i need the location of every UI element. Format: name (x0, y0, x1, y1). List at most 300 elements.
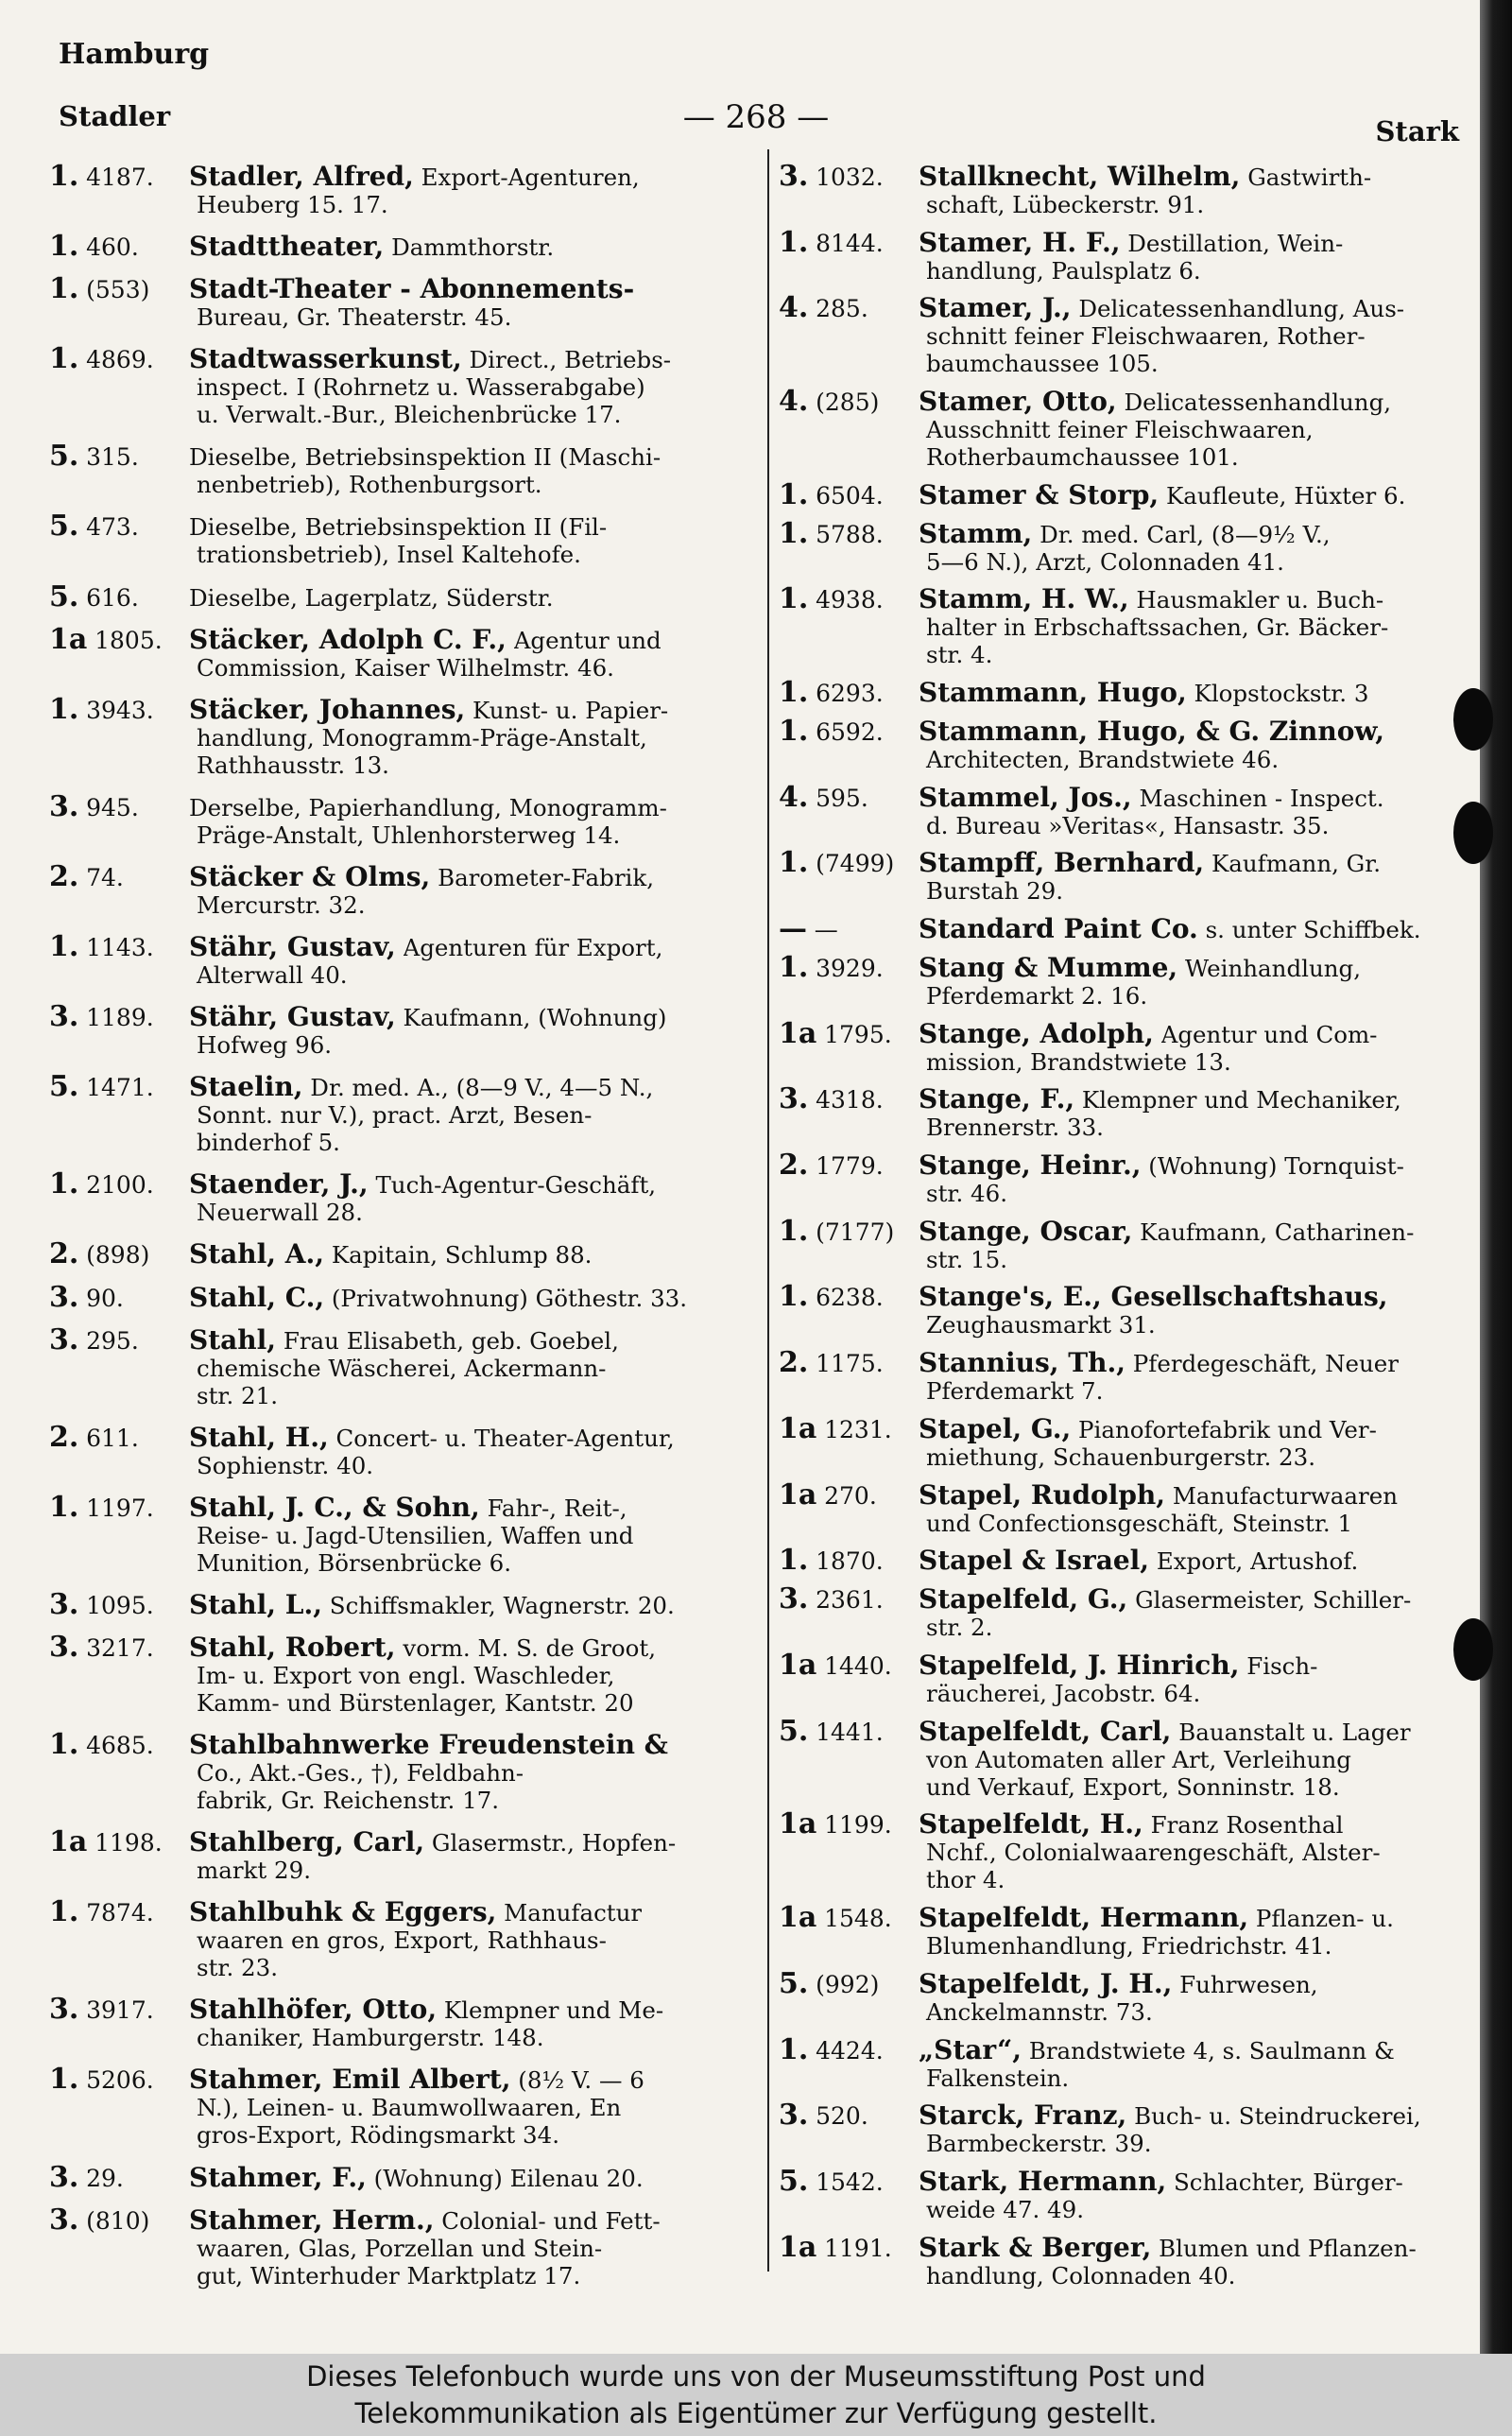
directory-entry (49, 2160, 739, 2194)
entry-detail: Delicatessenhandlung, Aus- (1078, 295, 1405, 323)
entry-number (779, 582, 919, 616)
subscriber-name: Stamm, H. W., (919, 583, 1129, 615)
phone-number: 6504. (816, 481, 884, 510)
entry-continuation: Falkenstein. (926, 2064, 1070, 2092)
entry-number (49, 1420, 189, 1454)
directory-entry (779, 2230, 1457, 2289)
entry-first-line (49, 1420, 739, 1454)
directory-entry (779, 2165, 1457, 2224)
directory-entry (779, 846, 1457, 906)
entry-detail: Dammthorstr. (391, 233, 555, 262)
exchange-number: — (779, 912, 807, 946)
phone-number: 1542. (816, 2168, 884, 2197)
header-page-number: — 268 — (682, 98, 830, 136)
entry-continuation: halter in Erbschaftssachen, Gr. Bäcker- (926, 613, 1389, 642)
entry-detail: Dieselbe, Betriebsinspektion II (Maschi- (189, 443, 662, 472)
entry-continuation: weide 47. 49. (926, 2196, 1084, 2224)
subscriber-name: Stahl, Robert, (189, 1631, 396, 1663)
entry-continuation: schaft, Lübeckerstr. 91. (926, 191, 1205, 218)
entry-number (779, 676, 919, 710)
entry-detail: Export-Agenturen, (421, 164, 640, 191)
phone-number: 2361. (816, 1586, 884, 1615)
entry-number (49, 1728, 189, 1762)
phone-number: 1231. (824, 1415, 892, 1443)
entry-number (779, 1214, 919, 1248)
exchange-number: 1. (49, 160, 79, 193)
header-left-guide-word: Stadler (59, 100, 171, 132)
exchange-number: 1a (779, 1901, 817, 1935)
phone-number: 1032. (816, 164, 884, 191)
entry-first-line (49, 930, 739, 964)
entry-detail: Dieselbe, Betriebsinspektion II (Fil- (189, 513, 608, 542)
entry-number (49, 692, 189, 726)
exchange-number: 3. (49, 2203, 79, 2237)
entry-detail: vorm. M. S. de Groot, (403, 1633, 657, 1662)
phone-number: 2100. (86, 1171, 154, 1200)
entry-detail: Kaufmann, Gr. (1211, 850, 1382, 878)
entry-continuation: handlung, Colonnaden 40. (926, 2261, 1236, 2289)
entry-continuation: von Automaten aller Art, Verleihung (926, 1745, 1351, 1773)
subscriber-name: Stahl, (189, 1323, 277, 1356)
phone-number: 1189. (86, 1004, 154, 1032)
entry-first-line (779, 912, 1457, 946)
entry-first-line (49, 1825, 739, 1859)
directory-entry (49, 1895, 739, 1982)
exchange-number: 1a (779, 1648, 817, 1682)
entry-continuation: Rathhausstr. 13. (197, 751, 389, 779)
exchange-number: 3. (49, 789, 79, 823)
entry-continuation: Bureau, Gr. Theaterstr. 45. (197, 303, 512, 332)
directory-entry (779, 912, 1457, 946)
phone-number: 4869. (86, 346, 154, 374)
exchange-number: 5. (49, 510, 79, 544)
entry-first-line (49, 2063, 739, 2097)
entry-first-line (49, 272, 739, 306)
phone-number: 1471. (86, 1074, 154, 1102)
entry-first-line (49, 510, 739, 544)
entry-detail: Fisch- (1246, 1651, 1318, 1680)
phone-number: 7874. (86, 1899, 154, 1927)
entry-number (779, 780, 919, 814)
phone-number: 295. (86, 1326, 139, 1355)
subscriber-name: Stahmer, Herm., (189, 2203, 435, 2236)
phone-number: 1805. (94, 626, 163, 654)
phone-number: 1191. (824, 2234, 892, 2262)
subscriber-name: Stadttheater, (189, 231, 385, 263)
entry-number (779, 1016, 919, 1050)
entry-detail: Kaufmann, (Wohnung) (403, 1004, 667, 1032)
entry-continuation: Blumenhandlung, Friedrichstr. 41. (926, 1932, 1332, 1961)
entry-first-line (779, 1346, 1457, 1380)
exchange-number: 1. (49, 272, 79, 306)
subscriber-name: Stammel, Jos., (919, 781, 1132, 813)
entry-first-line (779, 1411, 1457, 1445)
exchange-number: 1. (49, 1167, 79, 1201)
entry-continuation: Kamm- und Bürstenlager, Kantstr. 20 (197, 1688, 634, 1717)
subscriber-name: Stange, Oscar, (919, 1215, 1133, 1247)
entry-first-line (779, 477, 1457, 511)
entry-number (779, 225, 919, 259)
entry-continuation: Sonnt. nur V.), pract. Arzt, Besen- (197, 1101, 593, 1130)
entry-first-line (49, 1630, 739, 1664)
column-divider (767, 149, 769, 2272)
directory-entry (49, 1280, 739, 1314)
entry-number (49, 579, 189, 613)
phone-number: (992) (816, 1970, 880, 1998)
entry-detail: Brandstwiete 4, s. Saulmann & (1028, 2036, 1395, 2065)
directory-entry (49, 1070, 739, 1157)
entry-detail: (Wohnung) Tornquist- (1148, 1152, 1404, 1181)
entry-first-line (49, 1895, 739, 1929)
exchange-number: 1. (49, 1728, 79, 1762)
exchange-number: 1. (779, 477, 809, 511)
entry-first-line (779, 1214, 1457, 1248)
entry-continuation: miethung, Schauenburgerstr. 23. (926, 1443, 1316, 1471)
entry-continuation: waaren, Glas, Porzellan und Stein- (197, 2234, 603, 2262)
phone-number: 1143. (86, 934, 154, 962)
entry-number (779, 846, 919, 880)
exchange-number: 1. (779, 225, 809, 259)
entry-continuation: Alterwall 40. (197, 961, 348, 990)
entry-first-line (779, 1477, 1457, 1512)
exchange-number: 1. (779, 676, 809, 710)
entry-continuation: thor 4. (926, 1866, 1005, 1894)
entry-number (779, 291, 919, 325)
entry-continuation: gros-Export, Rödingsmarkt 34. (197, 2121, 560, 2150)
directory-entry (779, 1966, 1457, 2026)
directory-entry (49, 1825, 739, 1885)
entry-continuation: Mercurstr. 32. (197, 890, 366, 919)
entry-continuation: Präge-Anstalt, Uhlenhorsterweg 14. (197, 821, 621, 849)
exchange-number: 3. (779, 160, 809, 193)
subscriber-name: Stahlberg, Carl, (189, 1826, 425, 1858)
entry-first-line (779, 582, 1457, 616)
entry-continuation: gut, Winterhuder Marktplatz 17. (197, 2261, 581, 2289)
entry-detail: Barometer-Fabrik, (438, 863, 655, 891)
entry-continuation: u. Verwalt.-Bur., Bleichenbrücke 17. (197, 401, 622, 429)
directory-entry (49, 1167, 739, 1227)
entry-continuation: d. Bureau »Veritas«, Hansastr. 35. (926, 811, 1330, 839)
entry-number (49, 1280, 189, 1314)
entry-continuation: str. 15. (926, 1245, 1007, 1273)
entry-first-line (779, 714, 1457, 748)
punch-hole (1453, 1618, 1493, 1681)
entry-number (779, 160, 919, 193)
subscriber-name: Stang & Mumme, (919, 951, 1178, 983)
exchange-number: 1. (49, 342, 79, 376)
entry-first-line (779, 1016, 1457, 1050)
entry-continuation: str. 4. (926, 641, 993, 669)
phone-number: 6293. (816, 680, 884, 708)
subscriber-name: Stark, Hermann, (919, 2166, 1167, 2198)
entry-detail: Franz Rosenthal (1150, 1811, 1344, 1840)
entry-first-line (49, 1280, 739, 1314)
entry-continuation: Neuerwall 28. (197, 1199, 363, 1227)
entry-first-line (49, 1000, 739, 1034)
phone-number: 4187. (86, 164, 154, 191)
entry-number (779, 912, 919, 946)
directory-entry (779, 582, 1457, 669)
subscriber-name: Stahlbahnwerke Freudenstein & (189, 1729, 668, 1761)
exchange-number: 1. (779, 714, 809, 748)
phone-number: 3217. (86, 1633, 154, 1662)
entry-number (49, 789, 189, 823)
footer-line-2: Telekommunikation als Eigentümer zur Verfügung gestellt. (354, 2397, 1158, 2429)
phone-number: 520. (816, 2102, 868, 2131)
entry-continuation: nenbetrieb), Rothenburgsort. (197, 471, 542, 499)
directory-entry (779, 1016, 1457, 1076)
entry-first-line (779, 516, 1457, 550)
exchange-number: 1. (49, 1490, 79, 1524)
entry-continuation: handlung, Paulsplatz 6. (926, 256, 1201, 285)
entry-detail: Pianofortefabrik und Ver- (1078, 1415, 1377, 1443)
subscriber-name: Stahl, L., (189, 1588, 322, 1620)
phone-number: 1095. (86, 1591, 154, 1619)
entry-number (49, 160, 189, 193)
entry-detail: Pflanzen- u. (1255, 1905, 1394, 1933)
entry-first-line (49, 1587, 739, 1621)
exchange-number: 1. (779, 950, 809, 984)
directory-entry (49, 342, 739, 429)
phone-number: 3917. (86, 1996, 154, 2025)
exchange-number: 4. (779, 385, 809, 419)
subscriber-name: Stampff, Bernhard, (919, 847, 1205, 879)
subscriber-name: Stapel & Israel, (919, 1545, 1150, 1577)
entry-continuation: und Confectionsgeschäft, Steinstr. 1 (926, 1509, 1353, 1537)
phone-number: 1779. (816, 1152, 884, 1181)
entry-continuation: und Verkauf, Export, Sonninstr. 18. (926, 1772, 1340, 1801)
entry-continuation: schnitt feiner Fleischwaaren, Rother- (926, 322, 1366, 351)
directory-entry (49, 442, 739, 498)
exchange-number: 1. (49, 2063, 79, 2097)
entry-first-line (779, 385, 1457, 419)
entry-number (779, 385, 919, 419)
entry-number (49, 1587, 189, 1621)
directory-entry (779, 477, 1457, 511)
directory-entry (49, 1995, 739, 2051)
entry-continuation: waaren en gros, Export, Rathhaus- (197, 1926, 607, 1955)
entry-continuation: Munition, Börsenbrücke 6. (197, 1548, 511, 1577)
entry-detail: Delicatessenhandlung, (1124, 389, 1392, 417)
entry-continuation: Im- u. Export von engl. Waschleder, (197, 1661, 615, 1689)
directory-entry (49, 1490, 739, 1577)
entry-first-line (779, 1807, 1457, 1841)
directory-entry (779, 1901, 1457, 1961)
entry-detail: Dieselbe, Lagerplatz, Süderstr. (189, 583, 554, 612)
entry-detail: Maschinen - Inspect. (1139, 784, 1384, 812)
entry-first-line (779, 291, 1457, 325)
subscriber-name: Stahl, C., (189, 1281, 325, 1313)
directory-entry (49, 1000, 739, 1060)
subscriber-name: Stammann, Hugo, (919, 677, 1187, 709)
entry-number (49, 930, 189, 964)
entry-number (779, 2099, 919, 2133)
directory-entry (49, 1630, 739, 1717)
entry-first-line (49, 1728, 739, 1762)
subscriber-name: Stahl, J. C., & Sohn, (189, 1491, 480, 1523)
exchange-number: 5. (49, 579, 79, 613)
entry-number (779, 1807, 919, 1841)
entry-continuation: N.), Leinen- u. Baumwollwaaren, En (197, 2094, 622, 2122)
entry-detail: Hausmakler u. Buch- (1136, 586, 1384, 614)
subscriber-name: Stange, Adolph, (919, 1017, 1154, 1049)
entry-detail: Kunst- u. Papier- (472, 696, 669, 724)
subscriber-name: Stäcker, Adolph C. F., (189, 623, 507, 655)
entry-first-line (49, 1167, 739, 1201)
directory-entry (779, 1280, 1457, 1339)
entry-first-line (779, 2230, 1457, 2264)
entry-first-line (779, 225, 1457, 259)
entry-number (49, 272, 189, 306)
entry-number (49, 1993, 189, 2027)
entry-detail: Dr. med. A., (8—9 V., 4—5 N., (310, 1074, 654, 1102)
subscriber-name: Stamer & Storp, (919, 478, 1160, 510)
entry-detail: Destillation, Wein- (1127, 229, 1344, 257)
subscriber-name: Stange, Heinr., (919, 1149, 1142, 1182)
entry-number (49, 2063, 189, 2097)
directory-entry (779, 1151, 1457, 1207)
entry-first-line (779, 1544, 1457, 1578)
directory-entry (49, 1728, 739, 1815)
entry-continuation: str. 21. (197, 1381, 278, 1409)
directory-entry (49, 692, 739, 779)
entry-detail: Gastwirth- (1247, 164, 1372, 191)
exchange-number: 1. (779, 582, 809, 616)
entry-number (779, 1966, 919, 2000)
directory-entry (49, 579, 739, 613)
phone-number: (553) (86, 276, 150, 304)
exchange-number: 1. (779, 1544, 809, 1578)
subscriber-name: Staender, J., (189, 1168, 369, 1201)
entry-detail: Fuhrwesen, (1179, 1970, 1318, 1998)
exchange-number: 2. (49, 1420, 79, 1454)
entry-first-line (49, 789, 739, 823)
exchange-number: 1. (49, 1895, 79, 1929)
entry-detail: Buch- u. Steindruckerei, (1134, 2102, 1421, 2131)
directory-entry (49, 1587, 739, 1621)
entry-number (779, 950, 919, 984)
entry-number (49, 510, 189, 544)
subscriber-name: Starck, Franz, (919, 2099, 1127, 2132)
subscriber-name: „Star“, (919, 2033, 1022, 2065)
exchange-number: 1. (779, 2032, 809, 2066)
exchange-number: 3. (49, 1630, 79, 1664)
entry-number (49, 440, 189, 474)
exchange-number: 5. (779, 2165, 809, 2199)
entry-first-line (779, 2165, 1457, 2199)
subscriber-name: Stäcker & Olms, (189, 860, 431, 892)
subscriber-name: Staelin, (189, 1071, 303, 1103)
entry-first-line (779, 2032, 1457, 2066)
entry-continuation: markt 29. (197, 1857, 311, 1885)
entry-first-line (49, 230, 739, 264)
entry-detail: Export, Artushof. (1156, 1547, 1359, 1576)
directory-entry (49, 1237, 739, 1271)
entry-number (49, 1895, 189, 1929)
directory-entry (779, 291, 1457, 378)
exchange-number: 2. (779, 1346, 809, 1380)
subscriber-name: Stamer, Otto, (919, 386, 1117, 418)
entry-number (779, 1346, 919, 1380)
phone-number: 3943. (86, 696, 154, 724)
exchange-number: 5. (779, 1966, 809, 2000)
entry-detail: Colonial- und Fett- (441, 2206, 661, 2235)
entry-detail: Manufactur (504, 1899, 643, 1927)
phone-number: 6238. (816, 1284, 884, 1312)
entry-continuation: Hofweg 96. (197, 1031, 333, 1060)
entry-detail: Glasermeister, Schiller- (1135, 1586, 1412, 1615)
entry-detail: Bauanstalt u. Lager (1178, 1718, 1411, 1746)
entry-number (779, 1477, 919, 1512)
exchange-number: 1. (49, 692, 79, 726)
entry-detail: Frau Elisabeth, geb. Goebel, (283, 1326, 619, 1355)
entry-first-line (779, 950, 1457, 984)
entry-detail: Kaufmann, Catharinen- (1140, 1218, 1415, 1246)
entry-detail: Derselbe, Papierhandlung, Monogramm- (189, 793, 667, 821)
directory-entry (779, 1082, 1457, 1142)
entry-detail: Kapitain, Schlump 88. (331, 1241, 593, 1270)
entry-first-line (49, 1070, 739, 1104)
entry-number (49, 1000, 189, 1034)
subscriber-name: Stäcker, Johannes, (189, 693, 466, 725)
entry-continuation: räucherei, Jacobstr. 64. (926, 1679, 1201, 1707)
subscriber-name: Stamer, H. F., (919, 226, 1121, 258)
entry-first-line (779, 1714, 1457, 1748)
entry-number (779, 1901, 919, 1935)
right-column (779, 160, 1457, 2289)
header-right-guide-word: Stark (1375, 115, 1459, 147)
directory-entry (779, 1544, 1457, 1578)
phone-number: 285. (816, 295, 868, 323)
subscriber-name: Stapelfeldt, H., (919, 1808, 1143, 1840)
exchange-number: 1. (779, 846, 809, 880)
entry-number (49, 1490, 189, 1524)
phone-number: 270. (824, 1481, 877, 1510)
directory-entry (49, 789, 739, 849)
exchange-number: 1a (779, 1477, 817, 1512)
entry-continuation: Burstah 29. (926, 877, 1064, 906)
phone-number: 3929. (816, 954, 884, 982)
phone-number: (898) (86, 1241, 150, 1270)
subscriber-name: Stapel, G., (919, 1412, 1072, 1444)
entry-continuation: Reise- u. Jagd-Utensilien, Waffen und (197, 1521, 634, 1549)
entry-continuation: Pferdemarkt 7. (926, 1377, 1104, 1406)
directory-entry (779, 1477, 1457, 1537)
directory-entry (779, 1807, 1457, 1894)
subscriber-name: Stahmer, Emil Albert, (189, 2064, 511, 2096)
entry-detail: Agentur und (513, 626, 662, 654)
exchange-number: 4. (779, 780, 809, 814)
entry-first-line (779, 160, 1457, 193)
exchange-number: 4. (779, 291, 809, 325)
subscriber-name: Stamer, J., (919, 292, 1072, 324)
exchange-number: 1a (779, 1016, 817, 1050)
exchange-number: 1. (779, 1214, 809, 1248)
entry-detail: Schlachter, Bürger- (1174, 2168, 1403, 2197)
entry-number (49, 2203, 189, 2237)
entry-first-line (779, 1082, 1457, 1116)
entry-detail: Tuch-Agentur-Geschäft, (375, 1171, 657, 1200)
entry-number (779, 714, 919, 748)
footer-notice (0, 2354, 1512, 2436)
phone-number: 1870. (816, 1547, 884, 1576)
exchange-number: 3. (779, 1082, 809, 1116)
entry-first-line (49, 342, 739, 376)
entry-detail: Klopstockstr. 3 (1194, 680, 1369, 708)
exchange-number: 1. (49, 230, 79, 264)
entry-first-line (49, 1490, 739, 1524)
phone-number: 90. (86, 1284, 124, 1312)
